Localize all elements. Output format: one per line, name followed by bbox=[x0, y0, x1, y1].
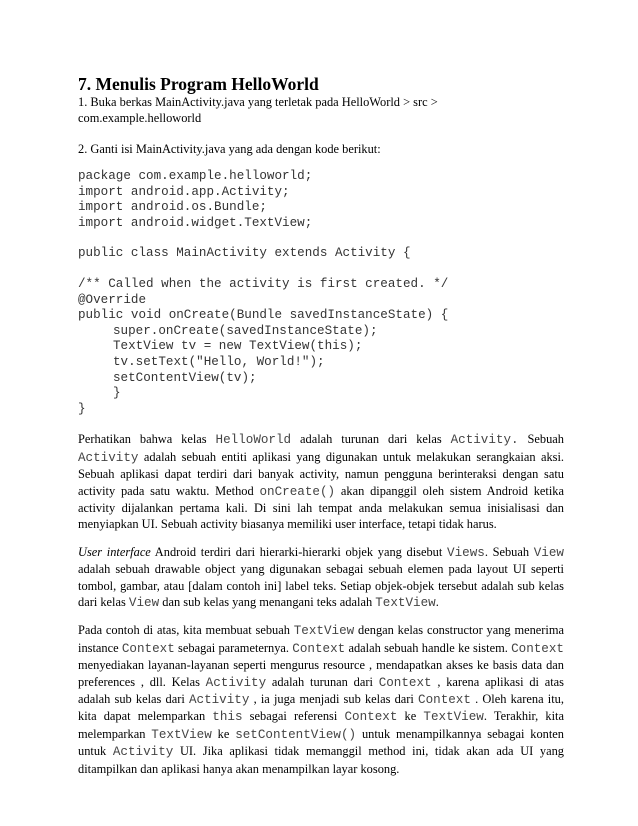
inline-code: Activity. bbox=[450, 433, 519, 448]
spacer bbox=[78, 417, 564, 431]
inline-code: Context bbox=[418, 693, 471, 707]
text-run: ke bbox=[397, 709, 424, 724]
inline-code: Context bbox=[378, 675, 432, 690]
code-line: import android.widget.TextView; bbox=[78, 215, 313, 230]
code-line: super.onCreate(savedInstanceState); bbox=[113, 323, 378, 338]
inline-code: View bbox=[533, 545, 564, 560]
code-line: package com.example.helloworld; bbox=[78, 169, 313, 183]
text-run: Android terdiri dari hierarki-hierarki objek yang disebut bbox=[150, 544, 448, 559]
text-run: adalah sebuah handle ke sistem. bbox=[345, 640, 512, 655]
text-run: . bbox=[435, 594, 439, 609]
text-run: akan dipanggil oleh sistem Android ketika activity dijalankan pertama kali. Di sini lah tempat anda melakukan semua inisialisasi dan menyiapkan UI. Sebuah activity biasanya memiliki user interface, tetapi tidak harus. bbox=[78, 483, 564, 532]
text-run: untuk menampilkannya sebagai konten untuk bbox=[78, 726, 564, 759]
inline-code: HelloWorld bbox=[215, 433, 292, 448]
text-run: Sebuah bbox=[518, 432, 564, 447]
text-run: UI. Jika aplikasi tidak memanggil method ini, tidak akan ada UI yang ditampilkan dan aplikasi hanya akan menampilkan layar kosong. bbox=[78, 744, 564, 776]
code-line: @Override bbox=[78, 292, 147, 307]
text-run: dengan kelas constructor yang menerima instance bbox=[78, 623, 564, 655]
text-run: adalah turunan dari kelas bbox=[291, 432, 451, 447]
page-title: 7. Menulis Program HelloWorld bbox=[78, 74, 319, 94]
inline-code: Activity bbox=[205, 675, 267, 690]
code-line: import android.os.Bundle; bbox=[78, 200, 267, 215]
text-run: . Oleh karena itu, kita dapat melemparkan bbox=[78, 692, 564, 724]
text-run: sebagai referensi bbox=[242, 709, 345, 724]
spacer bbox=[78, 611, 564, 622]
text-run: , karena aplikasi di atas adalah sub kelas dari bbox=[78, 674, 565, 706]
spacer bbox=[78, 262, 564, 277]
document-page bbox=[78, 74, 564, 777]
inline-code: Activity bbox=[188, 693, 250, 707]
inline-code: Activity bbox=[112, 745, 174, 760]
code-line: setContentView(tv); bbox=[113, 370, 257, 385]
paragraph-activity bbox=[78, 431, 564, 532]
italic-term: User interface bbox=[78, 544, 151, 559]
inline-code: setContentView() bbox=[235, 727, 357, 742]
inline-code: View bbox=[128, 595, 160, 610]
code-line: import android.app.Activity; bbox=[78, 184, 290, 199]
spacer bbox=[78, 231, 564, 246]
text-run: sebagai parameternya. bbox=[174, 640, 293, 655]
text-run: adalah sebuah entiti aplikasi yang digunakan untuk melakukan serangkaian aksi. Sebuah aplikasi dapat terdiri dari banyak activity, namun pengguna berinteraksi dengan satu activity pada satu waktu. Method bbox=[78, 449, 564, 498]
inline-code: Context bbox=[344, 710, 398, 725]
text-run: Perhatikan bahwa kelas bbox=[78, 432, 216, 447]
code-line: } bbox=[78, 401, 86, 416]
inline-code: onCreate() bbox=[259, 484, 336, 499]
inline-code: Context bbox=[121, 641, 175, 656]
text-run: adalah turunan dari bbox=[266, 674, 379, 689]
spacer bbox=[78, 126, 564, 141]
text-run: Pada contoh di atas, kita membuat sebuah bbox=[78, 623, 294, 638]
inline-code: Context bbox=[292, 641, 346, 656]
text-run: adalah sebuah drawable object yang digunakan sebagai sebuah elemen pada layout UI seperti tombol, gambar, atau [dalam contoh ini] label teks. Setiap objek-objek tersebut adalah sub kelas dari kelas bbox=[78, 562, 564, 609]
inline-code: Context bbox=[511, 641, 564, 656]
inline-code: TextView bbox=[151, 727, 212, 742]
inline-code: TextView bbox=[293, 624, 355, 639]
code-line: tv.setText("Hello, World!"); bbox=[113, 354, 325, 369]
code-line: TextView tv = new TextView(this); bbox=[113, 339, 363, 354]
inline-code: TextView bbox=[375, 595, 436, 610]
inline-code: this bbox=[212, 710, 243, 725]
text-run: , ia juga menjadi sub kelas dari bbox=[249, 692, 419, 706]
step-2: 2. Ganti isi MainActivity.java yang ada dengan kode berikut: bbox=[78, 142, 381, 156]
text-run: . Terakhir, kita melemparkan bbox=[78, 709, 565, 741]
code-line: } bbox=[113, 386, 121, 401]
text-run: dan sub kelas yang menangani teks adalah bbox=[159, 594, 376, 609]
paragraph-user-interface bbox=[78, 544, 564, 612]
text-run: ke bbox=[211, 726, 236, 741]
inline-code: Views bbox=[447, 545, 485, 560]
code-line: public void onCreate(Bundle savedInstanceState) { bbox=[78, 308, 449, 323]
text-run: . Sebuah bbox=[484, 544, 534, 559]
code-block bbox=[78, 169, 564, 417]
inline-code: TextView bbox=[423, 710, 484, 725]
code-line: public class MainActivity extends Activity { bbox=[78, 246, 411, 261]
inline-code: Activity bbox=[78, 450, 139, 465]
text-run: menyediakan layanan-layanan seperti mengurus resource , mendapatkan akses ke basis data dan preferences , dll. Kelas bbox=[78, 658, 564, 689]
step-1-line-2: com.example.helloworld bbox=[78, 111, 202, 125]
paragraph-context bbox=[78, 622, 564, 777]
code-line: /** Called when the activity is first created. */ bbox=[78, 276, 449, 291]
step-1-line-1: 1. Buka berkas MainActivity.java yang terletak pada HelloWorld > src > bbox=[78, 95, 438, 109]
spacer bbox=[78, 533, 564, 544]
